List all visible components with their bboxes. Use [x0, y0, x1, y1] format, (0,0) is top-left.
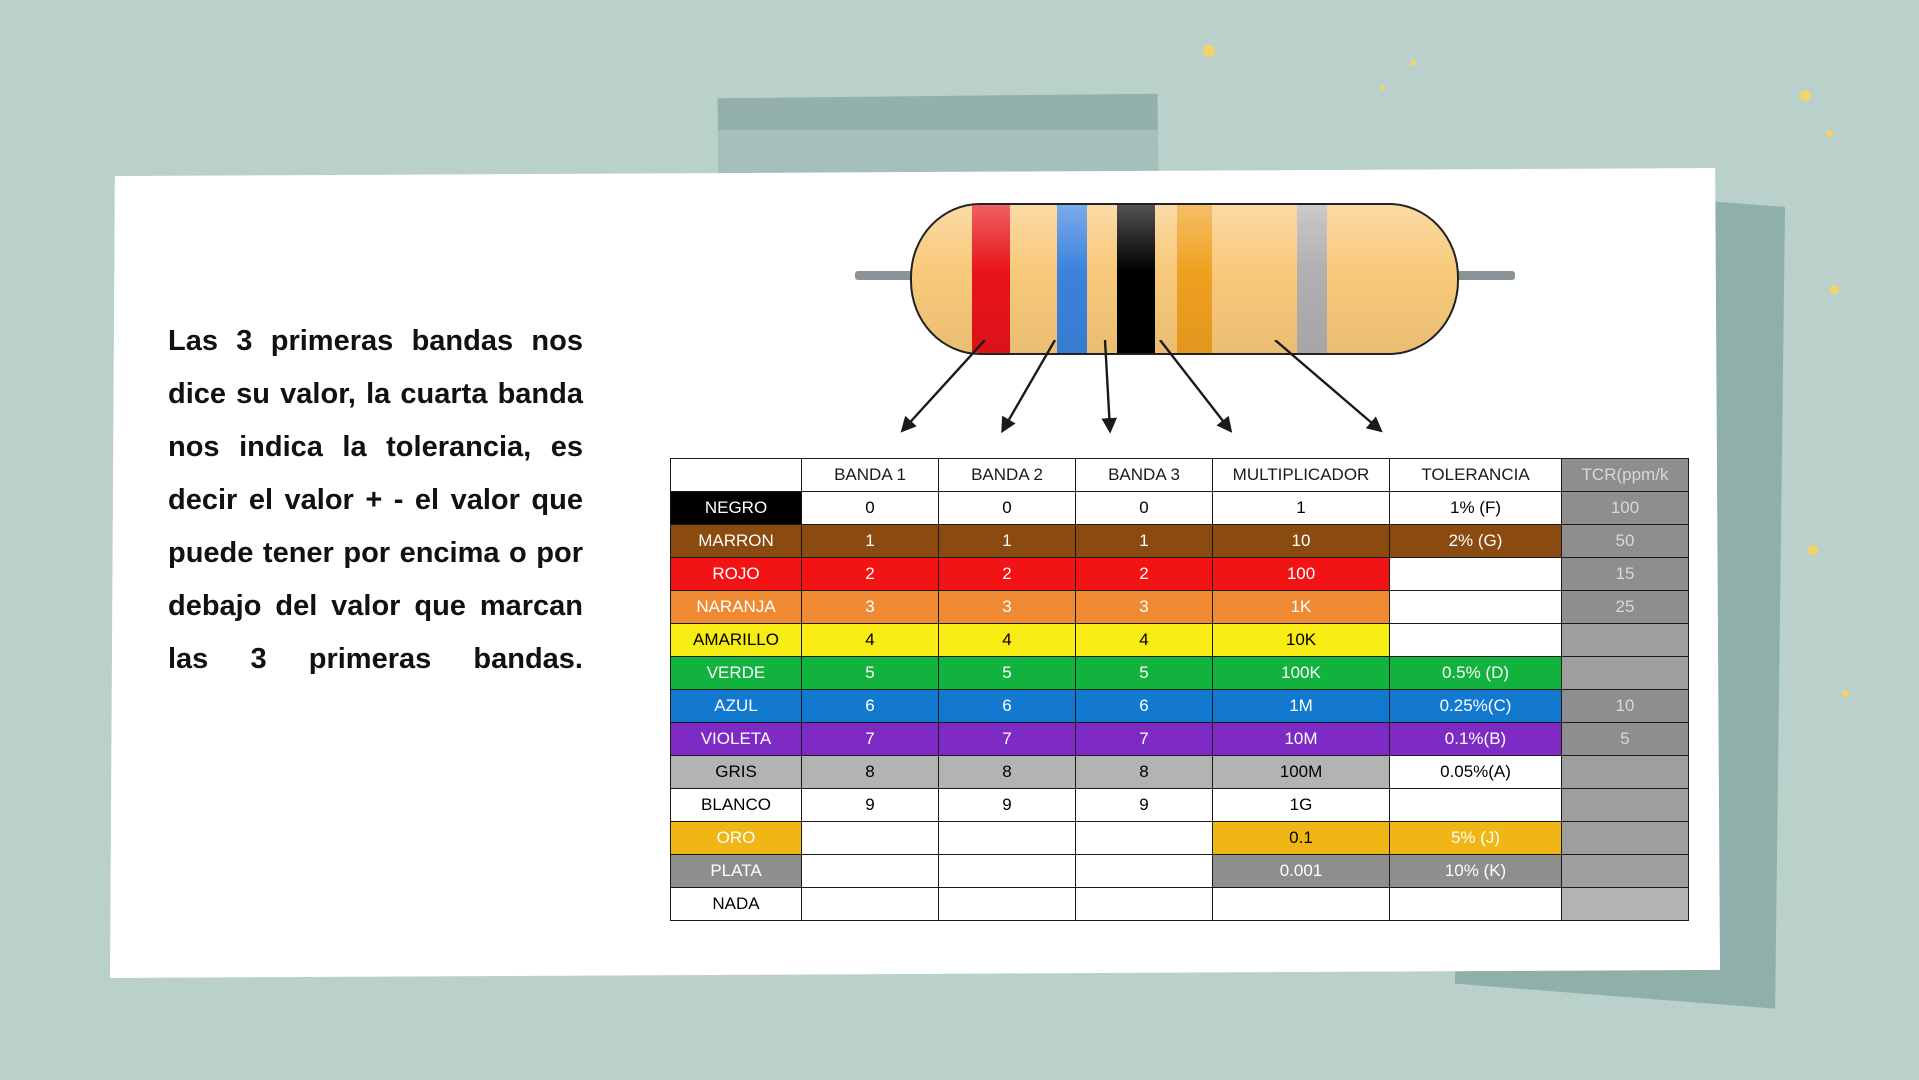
cell-banda-2: [939, 855, 1076, 888]
cell-banda-1: 5: [802, 657, 939, 690]
cell-banda-3: [1076, 822, 1213, 855]
resistor-band-1: [972, 205, 1010, 353]
cell-banda-2: 7: [939, 723, 1076, 756]
cell-banda-2: 9: [939, 789, 1076, 822]
cell-banda-2: [939, 822, 1076, 855]
cell-banda-3: 5: [1076, 657, 1213, 690]
cell-multiplicador: 10M: [1213, 723, 1390, 756]
decorative-dot: [1203, 45, 1215, 57]
row-color-name: MARRON: [671, 525, 802, 558]
cell-banda-1: 8: [802, 756, 939, 789]
cell-tolerancia: 0.1%(B): [1390, 723, 1562, 756]
decorative-dot: [1800, 90, 1811, 101]
cell-banda-1: 7: [802, 723, 939, 756]
cell-tcr: [1562, 855, 1689, 888]
cell-tolerancia: 0.25%(C): [1390, 690, 1562, 723]
cell-tcr: [1562, 822, 1689, 855]
cell-banda-3: 1: [1076, 525, 1213, 558]
cell-tolerancia: 1% (F): [1390, 492, 1562, 525]
cell-tcr: 15: [1562, 558, 1689, 591]
cell-banda-1: 6: [802, 690, 939, 723]
row-color-name: NARANJA: [671, 591, 802, 624]
header-multiplicador: MULTIPLICADOR: [1213, 459, 1390, 492]
resistor-band-5: [1297, 205, 1327, 353]
cell-tcr: [1562, 657, 1689, 690]
table-row: [671, 855, 1689, 888]
cell-banda-3: [1076, 888, 1213, 921]
cell-banda-2: 3: [939, 591, 1076, 624]
decorative-dot: [1830, 285, 1839, 294]
cell-banda-3: 4: [1076, 624, 1213, 657]
table-row: [671, 492, 1689, 525]
table-row: [671, 558, 1689, 591]
pointer-arrows: [855, 340, 1515, 460]
cell-banda-2: [939, 888, 1076, 921]
cell-tolerancia: 10% (K): [1390, 855, 1562, 888]
header-banda-2: BANDA 2: [939, 459, 1076, 492]
cell-multiplicador: 100K: [1213, 657, 1390, 690]
cell-banda-3: 3: [1076, 591, 1213, 624]
cell-tcr: [1562, 624, 1689, 657]
header-banda-1: BANDA 1: [802, 459, 939, 492]
resistor-band-3: [1117, 205, 1155, 353]
row-color-name: NADA: [671, 888, 802, 921]
table-row: [671, 723, 1689, 756]
row-color-name: ORO: [671, 822, 802, 855]
row-color-name: AMARILLO: [671, 624, 802, 657]
cell-banda-3: 2: [1076, 558, 1213, 591]
table-row: [671, 690, 1689, 723]
cell-banda-2: 0: [939, 492, 1076, 525]
cell-banda-3: 0: [1076, 492, 1213, 525]
cell-banda-3: 7: [1076, 723, 1213, 756]
decorative-dot: [1842, 690, 1849, 697]
cell-multiplicador: 0.001: [1213, 855, 1390, 888]
header-tcr: TCR(ppm/k: [1562, 459, 1689, 492]
table-header-row: [671, 459, 1689, 492]
cell-banda-2: 5: [939, 657, 1076, 690]
cell-banda-2: 1: [939, 525, 1076, 558]
header-banda-3: BANDA 3: [1076, 459, 1213, 492]
table-row: [671, 624, 1689, 657]
cell-banda-1: 2: [802, 558, 939, 591]
decorative-dot: [1826, 130, 1833, 137]
cell-banda-1: 1: [802, 525, 939, 558]
decorative-dot: [1410, 60, 1416, 66]
cell-tcr: 100: [1562, 492, 1689, 525]
header-tolerancia: TOLERANCIA: [1390, 459, 1562, 492]
cell-tcr: 25: [1562, 591, 1689, 624]
cell-tcr: 50: [1562, 525, 1689, 558]
row-color-name: GRIS: [671, 756, 802, 789]
cell-multiplicador: [1213, 888, 1390, 921]
cell-tcr: 5: [1562, 723, 1689, 756]
table-row: [671, 888, 1689, 921]
row-color-name: PLATA: [671, 855, 802, 888]
row-color-name: AZUL: [671, 690, 802, 723]
cell-banda-3: [1076, 855, 1213, 888]
cell-tcr: 10: [1562, 690, 1689, 723]
table-row: [671, 525, 1689, 558]
cell-multiplicador: 1M: [1213, 690, 1390, 723]
cell-multiplicador: 1: [1213, 492, 1390, 525]
resistor-band-2: [1057, 205, 1087, 353]
resistor-body: [910, 203, 1459, 355]
cell-banda-2: 4: [939, 624, 1076, 657]
table-row: [671, 591, 1689, 624]
cell-banda-3: 8: [1076, 756, 1213, 789]
cell-banda-1: 3: [802, 591, 939, 624]
cell-banda-1: [802, 888, 939, 921]
row-color-name: BLANCO: [671, 789, 802, 822]
cell-tolerancia: [1390, 591, 1562, 624]
cell-tcr: [1562, 756, 1689, 789]
cell-tolerancia: 0.5% (D): [1390, 657, 1562, 690]
explanation-paragraph: Las 3 primeras bandas nos dice su valor, la cuarta banda nos indica la tolerancia, es decir el valor + - el valor que puede tener por encima o por debajo del valor que marcan las 3 primeras bandas.: [168, 325, 583, 675]
cell-banda-1: 0: [802, 492, 939, 525]
resistor-band-4: [1177, 205, 1212, 353]
cell-banda-1: 9: [802, 789, 939, 822]
cell-banda-2: 6: [939, 690, 1076, 723]
cell-tolerancia: 5% (J): [1390, 822, 1562, 855]
cell-tolerancia: [1390, 888, 1562, 921]
cell-multiplicador: 0.1: [1213, 822, 1390, 855]
row-color-name: VERDE: [671, 657, 802, 690]
cell-banda-3: 9: [1076, 789, 1213, 822]
header-blank: [671, 459, 802, 492]
cell-banda-1: 4: [802, 624, 939, 657]
cell-tolerancia: 2% (G): [1390, 525, 1562, 558]
table-row: [671, 789, 1689, 822]
cell-tcr: [1562, 789, 1689, 822]
cell-multiplicador: 100M: [1213, 756, 1390, 789]
cell-banda-2: 8: [939, 756, 1076, 789]
cell-tolerancia: [1390, 558, 1562, 591]
cell-multiplicador: 1G: [1213, 789, 1390, 822]
decorative-dot: [1808, 545, 1818, 555]
table-body: [671, 492, 1689, 921]
row-color-name: ROJO: [671, 558, 802, 591]
cell-multiplicador: 100: [1213, 558, 1390, 591]
table-row: [671, 756, 1689, 789]
cell-banda-1: [802, 822, 939, 855]
resistor-illustration: [855, 195, 1515, 360]
cell-banda-1: [802, 855, 939, 888]
cell-multiplicador: 1K: [1213, 591, 1390, 624]
cell-tolerancia: [1390, 624, 1562, 657]
decorative-dot: [1380, 85, 1385, 90]
cell-banda-2: 2: [939, 558, 1076, 591]
cell-tcr: [1562, 888, 1689, 921]
resistor-color-code-table: [670, 458, 1689, 921]
cell-multiplicador: 10: [1213, 525, 1390, 558]
table-row: [671, 657, 1689, 690]
cell-multiplicador: 10K: [1213, 624, 1390, 657]
cell-tolerancia: 0.05%(A): [1390, 756, 1562, 789]
cell-banda-3: 6: [1076, 690, 1213, 723]
table-row: [671, 822, 1689, 855]
row-color-name: VIOLETA: [671, 723, 802, 756]
row-color-name: NEGRO: [671, 492, 802, 525]
cell-tolerancia: [1390, 789, 1562, 822]
